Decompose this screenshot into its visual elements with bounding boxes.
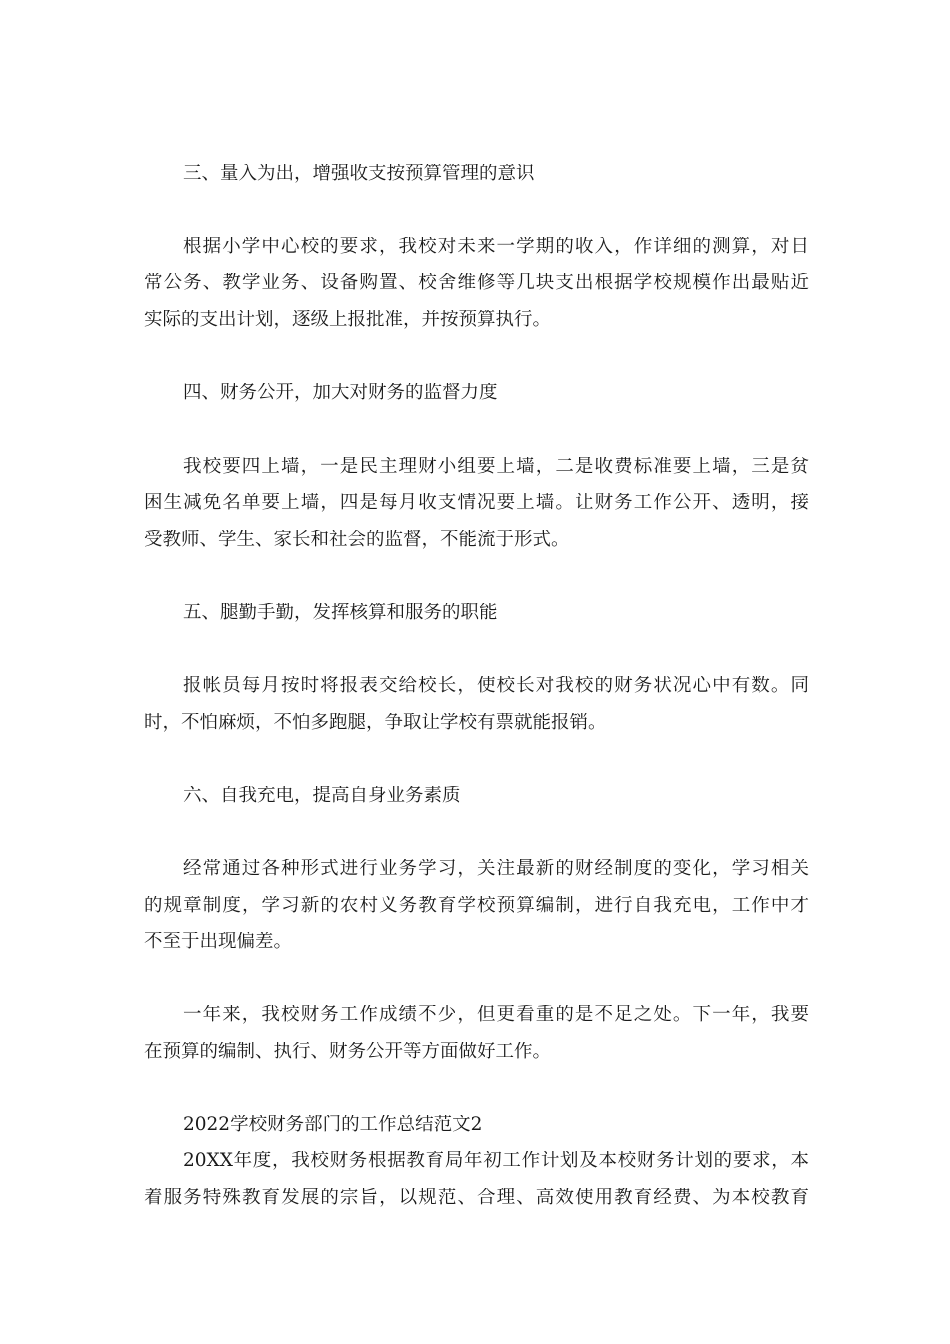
paragraph-line: 报帐员每月按时将报表交给校长，使校长对我校的财务状况心中有数。同 — [183, 676, 809, 696]
paragraph-line: 20XX年度，我校财务根据教育局年初工作计划及本校财务计划的要求，本 — [183, 1151, 809, 1171]
section-heading-3: 三、量入为出，增强收支按预算管理的意识 — [183, 164, 535, 184]
paragraph-line: 一年来，我校财务工作成绩不少，但更看重的是不足之处。下一年，我要 — [183, 1005, 809, 1025]
paragraph-line: 实际的支出计划，逐级上报批准，并按预算执行。 — [144, 310, 552, 330]
paragraph-line: 着服务特殊教育发展的宗旨，以规范、合理、高效使用教育经费、为本校教育 — [144, 1188, 809, 1208]
paragraph-line: 困生减免名单要上墙，四是每月收支情况要上墙。让财务工作公开、透明，接 — [144, 493, 809, 513]
section-heading-4: 四、财务公开，加大对财务的监督力度 — [183, 383, 498, 403]
paragraph-line: 根据小学中心校的要求，我校对未来一学期的收入，作详细的测算，对日 — [183, 237, 809, 257]
paragraph-line: 不至于出现偏差。 — [144, 932, 293, 952]
paragraph-line: 我校要四上墙，一是民主理财小组要上墙，二是收费标准要上墙，三是贫 — [183, 457, 809, 477]
paragraph-line: 受教师、学生、家长和社会的监督，不能流于形式。 — [144, 530, 570, 550]
paragraph-line: 经常通过各种形式进行业务学习，关注最新的财经制度的变化，学习相关 — [183, 859, 809, 879]
paragraph-line: 的规章制度，学习新的农村义务教育学校预算编制，进行自我充电，工作中才 — [144, 896, 809, 916]
paragraph-line: 常公务、教学业务、设备购置、校舍维修等几块支出根据学校规模作出最贴近 — [144, 273, 809, 293]
paragraph-line: 在预算的编制、执行、财务公开等方面做好工作。 — [144, 1042, 552, 1062]
section-heading-5: 五、腿勤手勤，发挥核算和服务的职能 — [183, 603, 498, 623]
paragraph-line: 时，不怕麻烦，不怕多跑腿，争取让学校有票就能报销。 — [144, 713, 607, 733]
section-heading-6: 六、自我充电，提高自身业务素质 — [183, 786, 461, 806]
article-title: 2022学校财务部门的工作总结范文2 — [183, 1115, 483, 1135]
